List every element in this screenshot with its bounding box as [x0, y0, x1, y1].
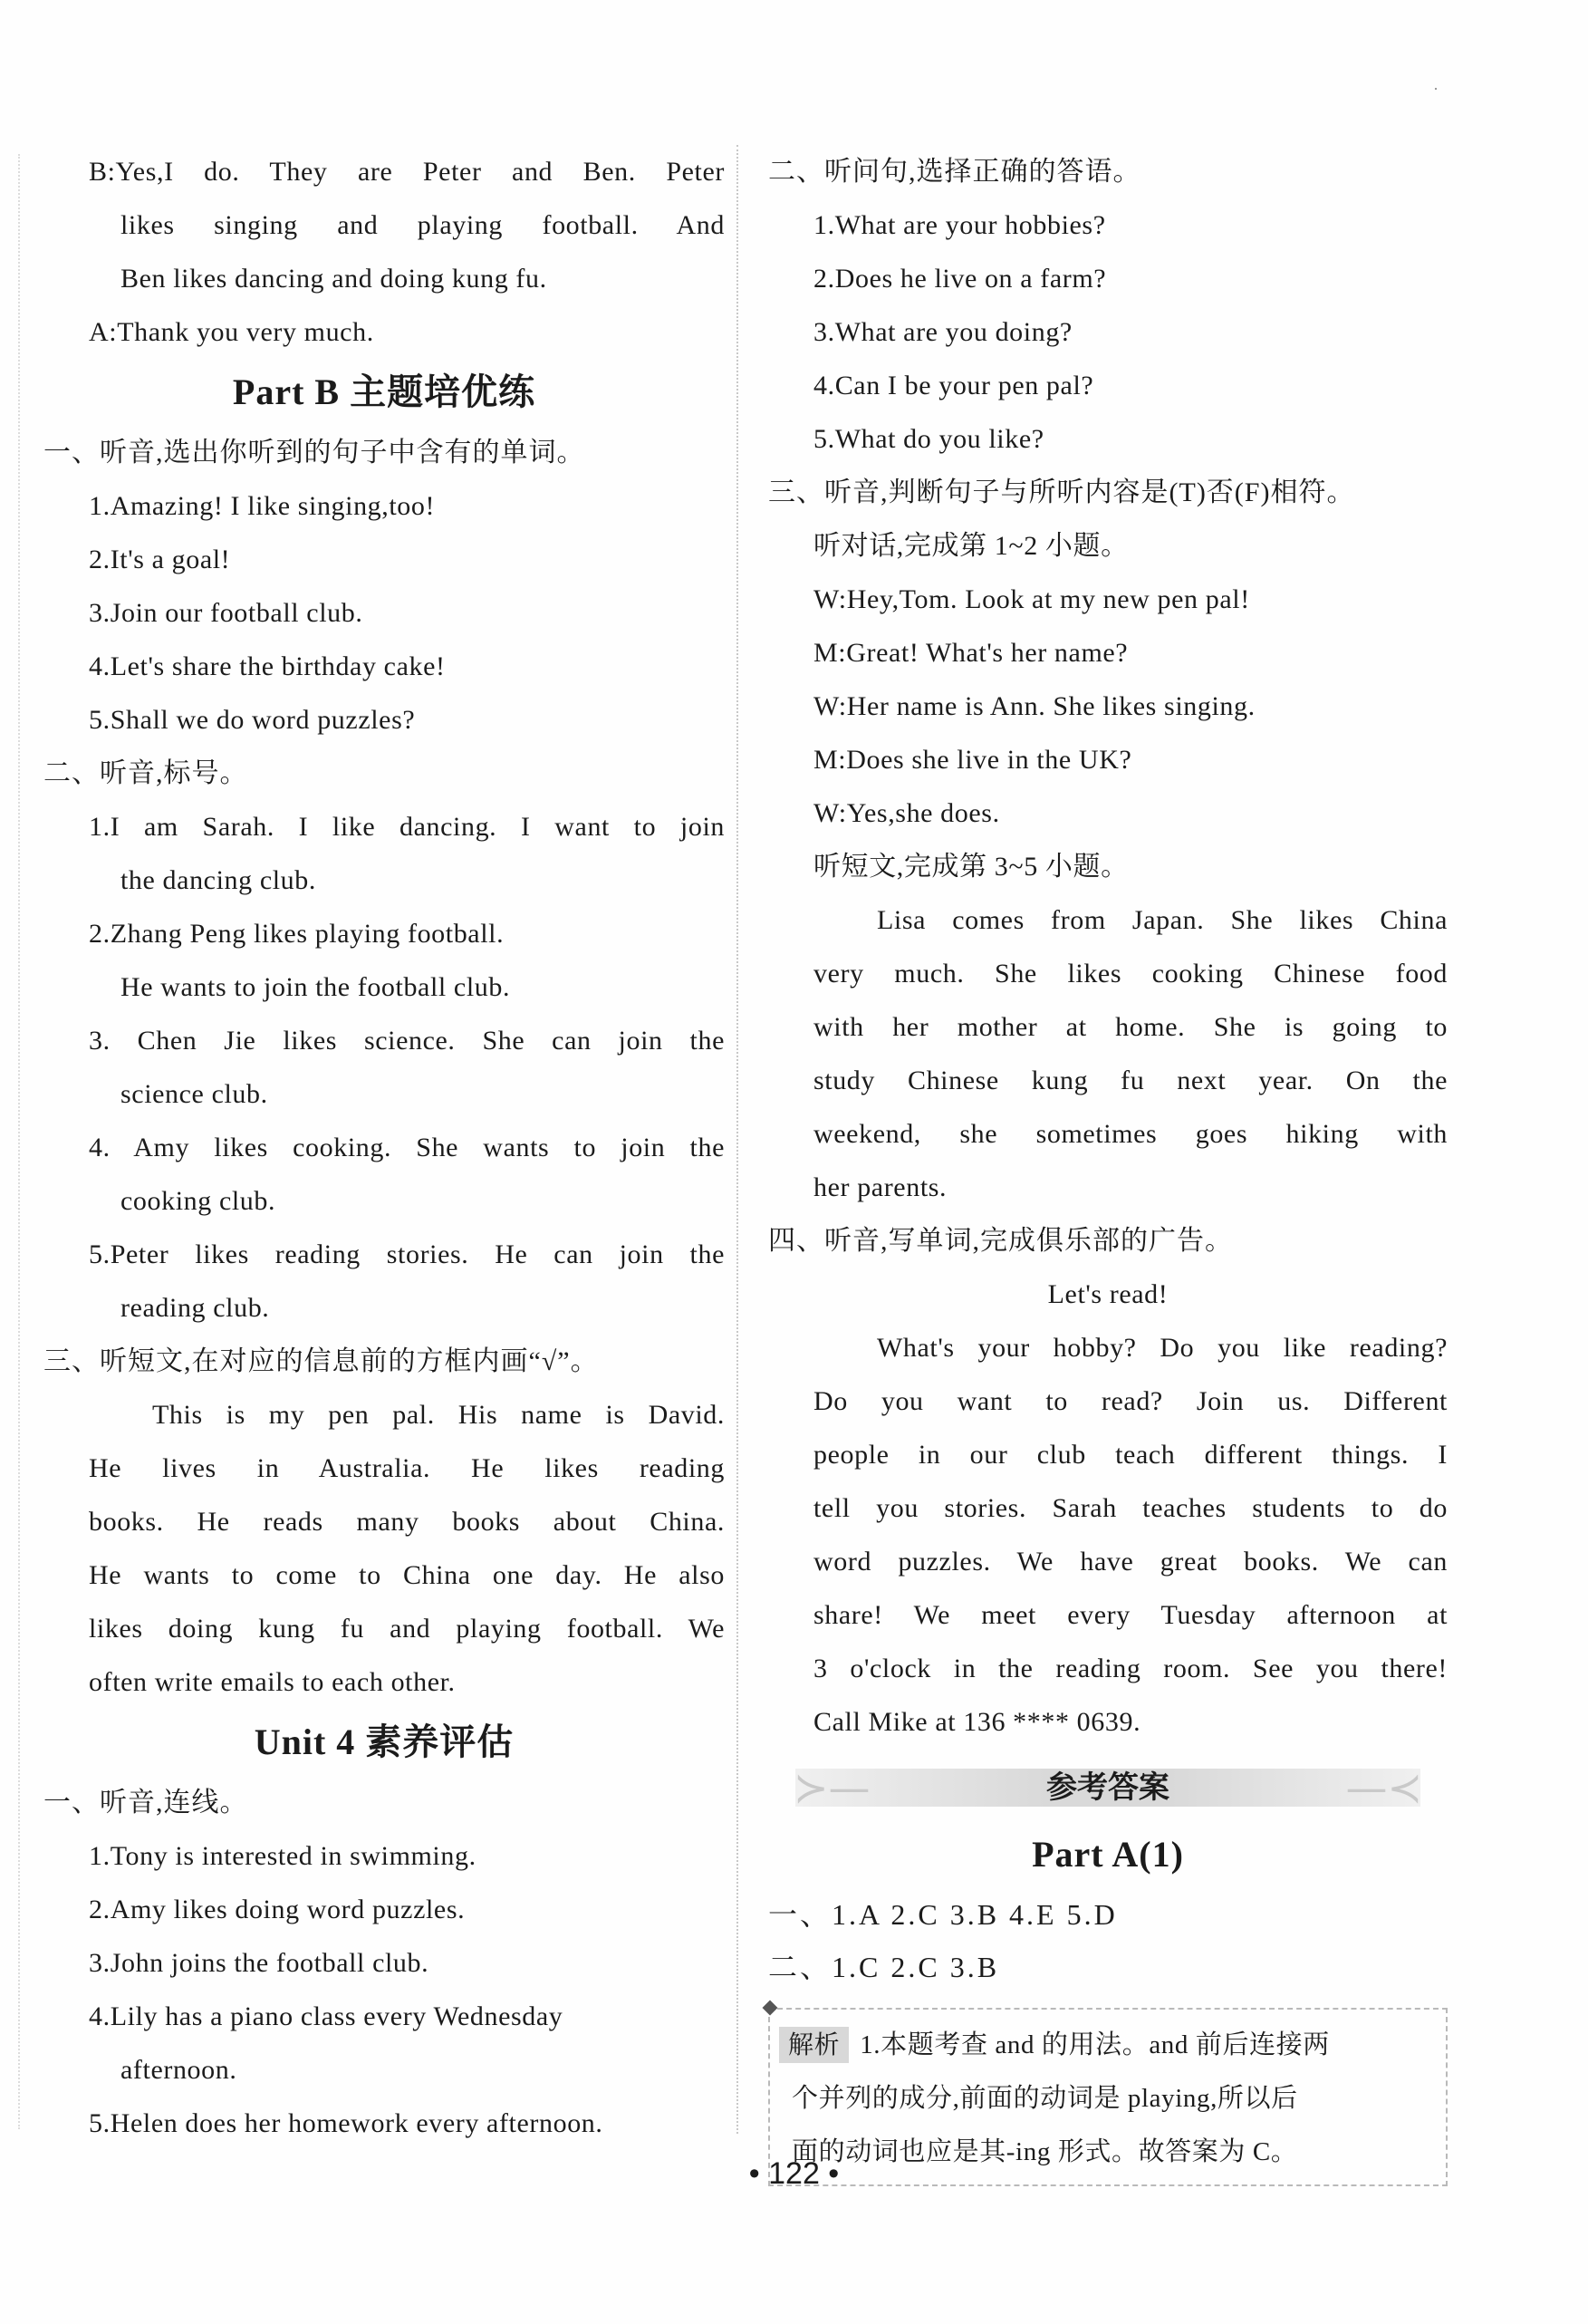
- explanation-line: 面的动词也应是其-ing 形式。故答案为 C。: [792, 2137, 1298, 2166]
- list-item: 2.Does he live on a farm?: [813, 264, 1107, 294]
- list-item: He wants to join the football club.: [120, 972, 511, 1002]
- answers-banner-label: 参考答案: [1046, 1770, 1169, 1806]
- paragraph-line: books. He reads many books about China.: [89, 1507, 725, 1537]
- ad-title: Let's read!: [1047, 1279, 1169, 1309]
- dialog-line: Ben likes dancing and doing kung fu.: [120, 264, 547, 294]
- part-a-title: Part A(1): [1032, 1834, 1184, 1875]
- list-item: 2.It's a goal!: [89, 545, 231, 574]
- left-column: [43, 145, 725, 2150]
- list-item: 3.John joins the football club.: [89, 1948, 429, 1978]
- paragraph-line: He wants to come to China one day. He also: [89, 1560, 725, 1590]
- list-item: 1.What are your hobbies?: [813, 210, 1106, 240]
- tag-corner-icon: [763, 2001, 778, 2016]
- explanation-tag: 解析: [779, 2027, 849, 2063]
- list-item: 4.Let's share the birthday cake!: [89, 651, 446, 681]
- list-item: 5.Peter likes reading stories. He can join the: [89, 1239, 725, 1269]
- list-item: 3.Join our football club.: [89, 598, 363, 628]
- list-item: reading club.: [120, 1293, 270, 1323]
- section-heading: 二、听问句,选择正确的答语。: [768, 157, 1141, 187]
- paragraph-line: people in our club teach different things. I: [813, 1440, 1448, 1470]
- list-item: 2.Amy likes doing word puzzles.: [89, 1895, 466, 1924]
- paragraph-line: 3 o'clock in the reading room. See you there!: [813, 1654, 1448, 1683]
- section-heading: 三、听音,判断句子与所听内容是(T)否(F)相符。: [768, 477, 1355, 507]
- top-mark: ·: [1433, 80, 1439, 98]
- list-item: 1.I am Sarah. I like dancing. I want to join: [89, 812, 725, 842]
- banner-arrow-left-icon: —≺: [1345, 1763, 1422, 1812]
- paragraph-line: share! We meet every Tuesday afternoon at: [813, 1600, 1448, 1630]
- section-heading: 四、听音,写单词,完成俱乐部的广告。: [768, 1226, 1233, 1256]
- explanation-line: 个并列的成分,前面的动词是 playing,所以后: [792, 2084, 1298, 2113]
- paragraph-line: weekend, she sometimes goes hiking with: [813, 1119, 1448, 1149]
- list-item: 1.Amazing! I like singing,too!: [89, 491, 436, 521]
- page-number: • 122 •: [748, 2156, 840, 2191]
- dialog-line: W:Hey,Tom. Look at my new pen pal!: [813, 584, 1250, 614]
- part-b-title: Part B 主题培优练: [232, 371, 536, 412]
- list-item: 2.Zhang Peng likes playing football.: [89, 919, 505, 949]
- paragraph-line: very much. She likes cooking Chinese food: [813, 959, 1448, 988]
- paragraph-line: study Chinese kung fu next year. On the: [813, 1066, 1448, 1095]
- dialog-line: likes singing and playing football. And: [120, 210, 725, 240]
- list-item: the dancing club.: [120, 865, 316, 895]
- list-item: 3.What are you doing?: [813, 317, 1073, 347]
- paragraph-line: What's your hobby? Do you like reading?: [877, 1333, 1448, 1363]
- paragraph-line: This is my pen pal. His name is David.: [152, 1400, 725, 1430]
- list-item: 5.Helen does her homework every afternoon.: [89, 2108, 603, 2138]
- list-item: 4. Amy likes cooking. She wants to join the: [89, 1133, 725, 1162]
- paragraph-line: her parents.: [813, 1172, 948, 1202]
- dialog-line: A:Thank you very much.: [89, 317, 374, 347]
- list-item: 5.What do you like?: [813, 424, 1044, 454]
- paragraph-line: Do you want to read? Join us. Different: [813, 1386, 1448, 1416]
- sub-heading: 听对话,完成第 1~2 小题。: [813, 531, 1129, 561]
- right-column: [768, 145, 1448, 2186]
- paragraph-line: Call Mike at 136 **** 0639.: [813, 1707, 1141, 1737]
- paragraph-line: with her mother at home. She is going to: [813, 1012, 1448, 1042]
- paragraph-line: likes doing kung fu and playing football. We: [89, 1614, 725, 1644]
- section-heading: 三、听短文,在对应的信息前的方框内画“√”。: [43, 1346, 599, 1376]
- paragraph-line: often write emails to each other.: [89, 1667, 456, 1697]
- section-heading: 一、听音,选出你听到的句子中含有的单词。: [43, 438, 585, 468]
- paragraph-line: He lives in Australia. He likes reading: [89, 1453, 725, 1483]
- list-item: cooking club.: [120, 1186, 276, 1216]
- answer-row: 二、1.C 2.C 3.B: [768, 1951, 1000, 1983]
- paragraph-line: word puzzles. We have great books. We can: [813, 1547, 1448, 1577]
- list-item: afternoon.: [120, 2055, 237, 2085]
- list-item: 4.Can I be your pen pal?: [813, 371, 1094, 400]
- sub-heading: 听短文,完成第 3~5 小题。: [813, 852, 1129, 882]
- list-item: 4.Lily has a piano class every Wednesday: [89, 2001, 563, 2031]
- paragraph-line: tell you stories. Sarah teaches students to do: [813, 1493, 1448, 1523]
- dialog-line: B:Yes,I do. They are Peter and Ben. Peter: [89, 157, 725, 187]
- section-heading: 二、听音,标号。: [43, 758, 248, 788]
- list-item: 5.Shall we do word puzzles?: [89, 705, 416, 735]
- answer-row: 一、1.A 2.C 3.B 4.E 5.D: [768, 1898, 1118, 1931]
- unit-title: Unit 4 素养评估: [254, 1721, 515, 1762]
- column-divider: [736, 145, 738, 2134]
- list-item: 3. Chen Jie likes science. She can join the: [89, 1026, 725, 1056]
- explanation-line: 1.本题考查 and 的用法。and 前后连接两: [860, 2030, 1330, 2059]
- dialog-line: W:Her name is Ann. She likes singing.: [813, 691, 1256, 721]
- list-item: science club.: [120, 1079, 268, 1109]
- list-item: 1.Tony is interested in swimming.: [89, 1841, 476, 1871]
- margin-dotted-line: [18, 154, 20, 2129]
- paragraph-line: Lisa comes from Japan. She likes China: [877, 905, 1448, 935]
- banner-arrow-right-icon: ≻—: [794, 1763, 871, 1812]
- section-heading: 一、听音,连线。: [43, 1788, 248, 1818]
- answers-banner: [768, 1756, 1448, 1819]
- dialog-line: W:Yes,she does.: [813, 798, 1000, 828]
- dialog-line: M:Great! What's her name?: [813, 638, 1129, 668]
- dialog-line: M:Does she live in the UK?: [813, 745, 1132, 775]
